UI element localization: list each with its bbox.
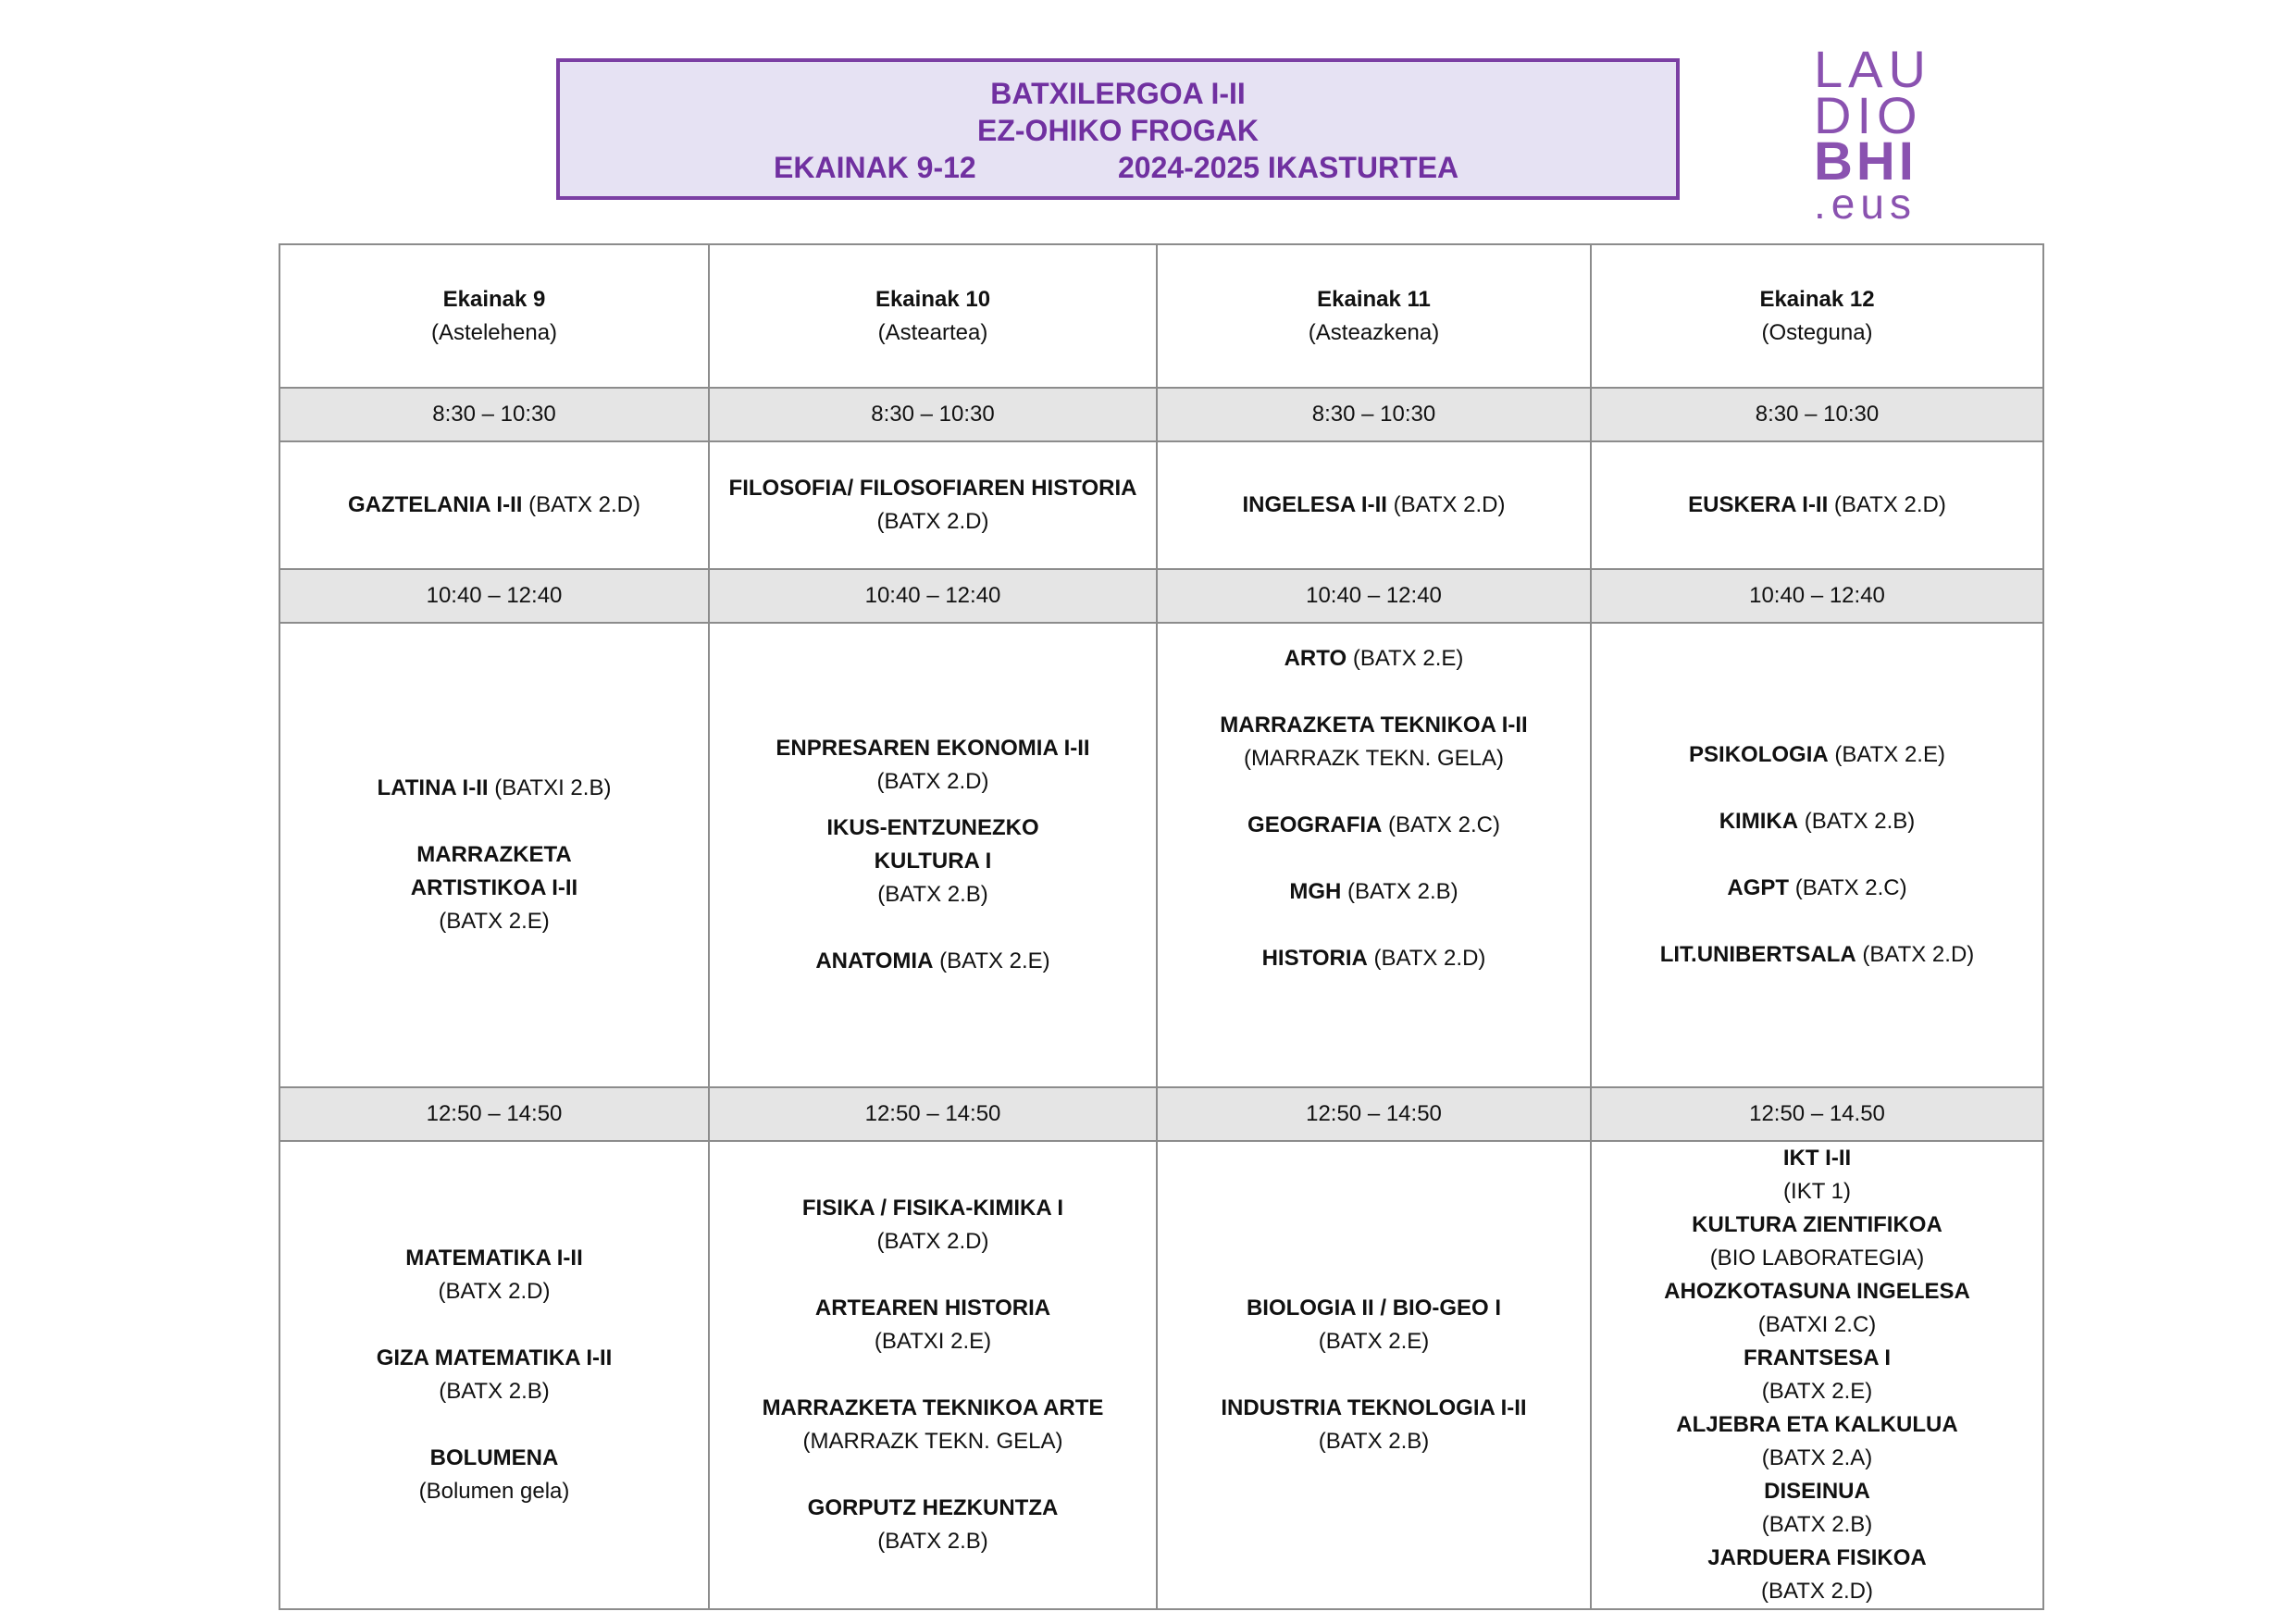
subject: INGELESA I-II [1242,492,1387,517]
exam-cell [1157,1141,1591,1609]
subject: KULTURA ZIENTIFIKOA [1692,1212,1942,1237]
room: (BATX 2.B) [877,882,988,907]
time-row-2 [279,569,2043,623]
time-row-1 [279,388,2043,441]
time-cell: 12:50 – 14:50 [279,1087,709,1141]
laudio-bhi-logo [1814,40,1962,228]
exam-cell [1591,1141,2043,1609]
room: (BATX 2.B) [439,1379,550,1404]
room: (BATX 2.C) [1789,875,1907,900]
time-cell: 12:50 – 14:50 [1157,1087,1591,1141]
subject: ALJEBRA ETA KALKULUA [1676,1412,1958,1437]
room: (IKT 1) [1783,1179,1851,1204]
subject: JARDUERA FISIKOA [1707,1545,1927,1570]
room: (BATX 2.E) [1347,646,1464,671]
subject: MGH [1289,879,1342,904]
room: (BIO LABORATEGIA) [1709,1246,1925,1271]
room: (BATX 2.D) [438,1279,551,1304]
subject: PSIKOLOGIA [1689,742,1829,767]
title-line-2: EZ-OHIKO FROGAK [977,114,1259,147]
subject: ARTO [1284,646,1347,671]
exam-cell [709,623,1157,1087]
time-cell: 10:40 – 12:40 [1591,569,2043,623]
subject: LIT.UNIBERTSALA [1659,942,1856,967]
time-cell: 12:50 – 14:50 [709,1087,1157,1141]
room: (BATX 2.D) [1855,942,1975,967]
subject: FILOSOFIA/ FILOSOFIAREN HISTORIA [728,476,1137,501]
room: (BATX 2.B) [1798,809,1916,834]
exam-schedule-table [279,243,2044,1610]
subject: ANATOMIA [815,948,934,973]
room: (BATXI 2.E) [874,1329,992,1354]
exam-cell [709,441,1157,569]
subject: MATEMATIKA I-II [405,1246,583,1271]
subject: BOLUMENA [429,1445,559,1470]
subject: INDUSTRIA TEKNOLOGIA I-II [1221,1395,1527,1420]
room: (BATX 2.B) [1761,1512,1873,1537]
exam-row-2 [279,623,2043,1087]
room: (MARRAZK TEKN. GELA) [802,1429,1063,1454]
exam-cell [279,441,709,569]
subject: FRANTSESA I [1743,1345,1892,1370]
day-header [1157,244,1591,388]
room: (BATX 2.D) [522,492,640,517]
day-weekday: (Asteazkena) [1308,319,1440,345]
subject: GIZA MATEMATIKA I-II [376,1345,613,1370]
day-weekday: (Astelehena) [430,319,558,345]
exam-cell [279,623,709,1087]
title-line-1: BATXILERGOA I-II [990,77,1246,110]
day-header [279,244,709,388]
subject: ARTISTIKOA I-II [410,875,578,900]
room: (BATX 2.E) [1761,1379,1873,1404]
room: (BATX 2.B) [1341,879,1458,904]
exam-cell [1591,623,2043,1087]
room: (BATX 2.D) [1761,1579,1873,1604]
subject: LATINA I-II [377,775,489,800]
time-cell: 10:40 – 12:40 [709,569,1157,623]
room: (BATX 2.D) [876,769,989,794]
room: (BATX 2.E) [1828,742,1945,767]
subject: GEOGRAFIA [1247,812,1383,837]
time-cell: 8:30 – 10:30 [709,388,1157,441]
subject: IKT I-II [1782,1146,1852,1171]
room: (BATX 2.E) [933,948,1050,973]
room: (MARRAZK TEKN. GELA) [1244,746,1504,771]
room: (BATX 2.C) [1382,812,1500,837]
subject: MARRAZKETA [416,842,572,867]
subject: FISIKA / FISIKA-KIMIKA I [801,1196,1064,1221]
room: (Bolumen gela) [418,1479,570,1504]
day-header [709,244,1157,388]
exam-cell [709,1141,1157,1609]
subject: KULTURA I [874,849,992,874]
day-name: Ekainak 12 [1759,286,1875,312]
exam-cell [279,1141,709,1609]
subject: BIOLOGIA II / BIO-GEO I [1246,1295,1502,1320]
time-row-3 [279,1087,2043,1141]
room: (BATXI 2.C) [1757,1312,1877,1337]
day-header [1591,244,2043,388]
subject: MARRAZKETA TEKNIKOA I-II [1220,713,1528,738]
subject: GORPUTZ HEZKUNTZA [807,1495,1059,1520]
subject: AHOZKOTASUNA INGELESA [1664,1279,1970,1304]
room: (BATX 2.E) [439,909,550,934]
room: (BATX 2.B) [1318,1429,1430,1454]
subject: AGPT [1727,875,1790,900]
subject: HISTORIA [1261,946,1368,971]
exam-row-1 [279,441,2043,569]
subject: EUSKERA I-II [1688,492,1829,517]
logo-line-1: LAU [1814,40,1931,98]
room: (BATX 2.D) [876,509,989,534]
day-weekday: (Asteartea) [877,319,988,345]
title-school-year: 2024-2025 IKASTURTEA [1118,151,1459,184]
room: (BATXI 2.B) [488,775,612,800]
time-cell: 10:40 – 12:40 [1157,569,1591,623]
time-cell: 8:30 – 10:30 [1157,388,1591,441]
subject: DISEINUA [1764,1479,1870,1504]
time-cell: 8:30 – 10:30 [1591,388,2043,441]
day-name: Ekainak 10 [875,286,991,312]
subject: ENPRESAREN EKONOMIA I-II [776,736,1090,761]
exam-row-3 [279,1141,2043,1609]
subject: GAZTELANIA I-II [347,492,523,517]
room: (BATX 2.D) [1386,492,1506,517]
subject: ARTEAREN HISTORIA [814,1295,1051,1320]
day-name: Ekainak 11 [1317,286,1431,312]
subject: IKUS-ENTZUNEZKO [826,815,1039,840]
title-line-3 [560,149,1676,186]
logo-line-2: DIO [1814,86,1923,144]
room: (BATX 2.E) [1318,1329,1430,1354]
exam-cell [1157,441,1591,569]
exam-cell [1157,623,1591,1087]
time-cell: 12:50 – 14.50 [1591,1087,2043,1141]
subject: MARRAZKETA TEKNIKOA ARTE [762,1395,1104,1420]
logo-line-3: BHI [1814,131,1917,192]
time-cell: 8:30 – 10:30 [279,388,709,441]
title-dates: EKAINAK 9-12 [774,151,976,184]
room: (BATX 2.D) [876,1229,989,1254]
day-name: Ekainak 9 [442,286,546,312]
logo-line-4: .eus [1814,180,1917,228]
days-header-row [279,244,2043,388]
room: (BATX 2.A) [1761,1445,1873,1470]
day-weekday: (Osteguna) [1761,319,1873,345]
exam-cell [1591,441,2043,569]
room: (BATX 2.D) [1828,492,1946,517]
subject: KIMIKA [1719,809,1799,834]
title-box [556,58,1680,200]
room: (BATX 2.B) [877,1529,988,1554]
room: (BATX 2.D) [1367,946,1486,971]
time-cell: 10:40 – 12:40 [279,569,709,623]
